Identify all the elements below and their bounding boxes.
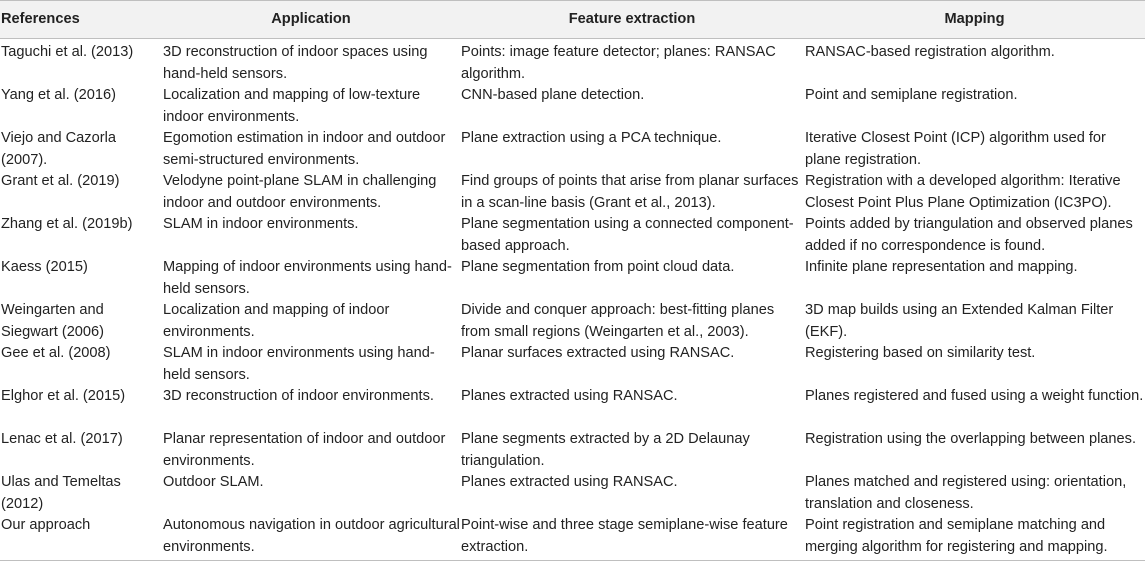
header-row: [0, 1, 1145, 39]
cell-mapping: Registration using the overlapping between planes.: [805, 431, 1137, 447]
cell-application: Mapping of indoor environments using hand-held sensors.: [163, 259, 452, 297]
cell-application: Localization and mapping of low-texture indoor environments.: [163, 87, 421, 125]
cell-reference: Yang et al. (2016): [1, 87, 116, 103]
cell-feature-extraction: Planar surfaces extracted using RANSAC.: [461, 345, 735, 361]
cell-feature-extraction: Plane extraction using a PCA technique.: [461, 130, 722, 146]
cell-mapping: Registration with a developed algorithm: Iterative Closest Point Plus Plane Optimization (IC3PO).: [805, 173, 1121, 211]
cell-application: 3D reconstruction of indoor spaces using hand-held sensors.: [163, 44, 428, 82]
cell-application: Outdoor SLAM.: [163, 474, 264, 490]
cell-reference: Taguchi et al. (2013): [1, 44, 134, 60]
cell-reference: Zhang et al. (2019b): [1, 216, 133, 232]
table-row: [0, 472, 1145, 515]
cell-application: SLAM in indoor environments.: [163, 216, 359, 232]
cell-application: Autonomous navigation in outdoor agricultural environments.: [162, 515, 460, 561]
cell-mapping: Points added by triangulation and observed planes added if no correspondence is found.: [805, 216, 1133, 254]
cell-application: Localization and mapping of indoor environments.: [163, 302, 390, 340]
cell-feature-extraction: Point-wise and three stage semiplane-wise feature extraction.: [460, 515, 804, 561]
cell-application: 3D reconstruction of indoor environments.: [163, 388, 434, 404]
cell-reference: Gee et al. (2008): [1, 345, 111, 361]
cell-feature-extraction: Plane segmentation from point cloud data.: [461, 259, 735, 275]
cell-reference: Our approach: [0, 515, 162, 561]
cell-reference: Elghor et al. (2015): [1, 388, 126, 404]
cell-reference: Ulas and Temeltas (2012): [1, 474, 121, 512]
cell-mapping: Iterative Closest Point (ICP) algorithm used for plane registration.: [805, 130, 1106, 168]
header-feature-extraction: Feature extraction: [460, 1, 804, 39]
cell-mapping: Point and semiplane registration.: [805, 87, 1018, 103]
cell-feature-extraction: Find groups of points that arise from planar surfaces in a scan-line basis (Grant et al., 2013).: [461, 173, 799, 211]
header-application: Application: [162, 1, 460, 39]
cell-application: SLAM in indoor environments using hand-held sensors.: [163, 345, 435, 383]
cell-feature-extraction: Plane segmentation using a connected component-based approach.: [461, 216, 794, 254]
table-row: [0, 39, 1145, 86]
table-row: [0, 128, 1145, 171]
cell-application: Planar representation of indoor and outdoor environments.: [163, 431, 446, 469]
table-row: [0, 515, 1145, 561]
cell-feature-extraction: Planes extracted using RANSAC.: [461, 388, 678, 404]
table-row: [0, 257, 1145, 300]
cell-mapping: RANSAC-based registration algorithm.: [805, 44, 1055, 60]
cell-application: Egomotion estimation in indoor and outdoor semi-structured environments.: [163, 130, 446, 168]
cell-reference: Kaess (2015): [1, 259, 88, 275]
cell-feature-extraction: CNN-based plane detection.: [461, 87, 645, 103]
header-mapping: Mapping: [804, 1, 1145, 39]
cell-feature-extraction: Divide and conquer approach: best-fitting planes from small regions (Weingarten et al., 2003).: [461, 302, 775, 340]
cell-application: Velodyne point-plane SLAM in challenging indoor and outdoor environments.: [163, 173, 437, 211]
table-row: [0, 171, 1145, 214]
cell-mapping: 3D map builds using an Extended Kalman Filter (EKF).: [805, 302, 1114, 340]
cell-mapping: Planes matched and registered using: orientation, translation and closeness.: [805, 474, 1127, 512]
cell-reference: Lenac et al. (2017): [1, 431, 123, 447]
cell-mapping: Point registration and semiplane matching and merging algorithm for registering and mapping.: [804, 515, 1145, 561]
cell-reference: Weingarten and Siegwart (2006): [1, 302, 105, 340]
table-row: [0, 300, 1145, 343]
header-references: References: [0, 1, 162, 39]
table-row: [0, 343, 1145, 386]
table-row: [0, 85, 1145, 128]
cell-mapping: Planes registered and fused using a weight function.: [805, 388, 1144, 404]
cell-reference: Grant et al. (2019): [1, 173, 120, 189]
cell-feature-extraction: Planes extracted using RANSAC.: [461, 474, 678, 490]
table-row: [0, 214, 1145, 257]
cell-feature-extraction: Plane segments extracted by a 2D Delaunay triangulation.: [461, 431, 750, 469]
table-row: [0, 386, 1145, 429]
table-header: [0, 1, 1145, 39]
cell-reference: Viejo and Cazorla (2007).: [1, 130, 116, 168]
cell-feature-extraction: Points: image feature detector; planes: RANSAC algorithm.: [461, 44, 776, 82]
table-body: [0, 39, 1145, 561]
cell-mapping: Infinite plane representation and mapping.: [805, 259, 1078, 275]
table-row: [0, 429, 1145, 472]
cell-mapping: Registering based on similarity test.: [805, 345, 1036, 361]
